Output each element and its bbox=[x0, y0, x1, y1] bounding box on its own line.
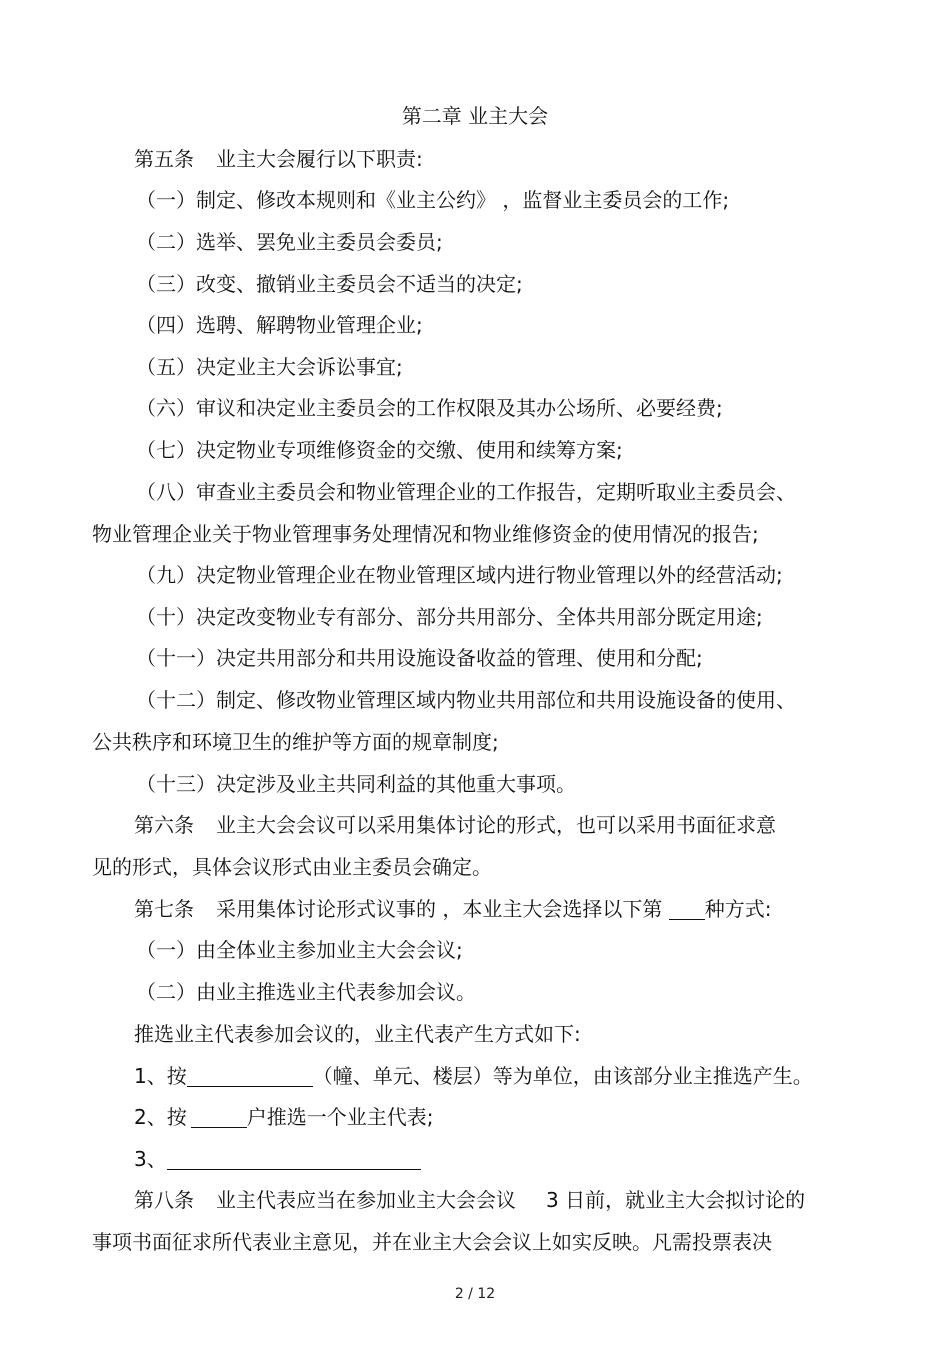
article-8-line-1 bbox=[134, 1188, 805, 1212]
article-text: 业主大会会议可以采用集体讨论的形式，也可以采用书面征求意 bbox=[216, 813, 776, 837]
list-item-continuation: 公共秩序和环境卫生的维护等方面的规章制度; bbox=[92, 730, 499, 754]
list-item: （六）审议和决定业主委员会的工作权限及其办公场所、必要经费; bbox=[136, 396, 723, 420]
article-6-line-2: 见的形式，具体会议形式由业主委员会确定。 bbox=[92, 855, 492, 879]
representative-rule-1 bbox=[134, 1064, 813, 1088]
rule-number: 3、 bbox=[134, 1147, 167, 1171]
list-item: （五）决定业主大会诉讼事宜; bbox=[136, 355, 403, 379]
list-item: （九）决定物业管理企业在物业管理区域内进行物业管理以外的经营活动; bbox=[136, 563, 783, 587]
rule-number: 2、按 bbox=[134, 1105, 187, 1129]
list-item: （四）选聘、解聘物业管理企业; bbox=[136, 313, 423, 337]
fill-in-blank[interactable] bbox=[187, 1066, 313, 1087]
rule-text: （幢、单元、楼层）等为单位，由该部分业主推选产生。 bbox=[312, 1064, 813, 1088]
article-text: 采用集体讨论形式议事的 ，本业主大会选择以下第 bbox=[216, 897, 663, 921]
list-item: （十二）制定、修改物业管理区域内物业共用部位和共用设施设备的使用、 bbox=[136, 688, 796, 712]
representative-intro: 推选业主代表参加会议的，业主代表产生方式如下: bbox=[134, 1022, 581, 1046]
list-item: （十三）决定涉及业主共同利益的其他重大事项。 bbox=[136, 772, 576, 796]
article-label: 第八条 bbox=[134, 1188, 194, 1212]
list-item-continuation: 物业管理企业关于物业管理事务处理情况和物业维修资金的使用情况的报告; bbox=[92, 522, 759, 546]
representative-rule-3 bbox=[134, 1147, 421, 1171]
fill-in-blank[interactable] bbox=[191, 1107, 247, 1128]
list-item: （七）决定物业专项维修资金的交缴、使用和续筹方案; bbox=[136, 438, 623, 462]
article-5-heading bbox=[134, 147, 423, 171]
page-number: 2 / 12 bbox=[454, 1286, 496, 1302]
rule-number: 1、按 bbox=[134, 1064, 187, 1088]
rule-text: 户推选一个业主代表; bbox=[246, 1105, 434, 1129]
list-item: （八）审查业主委员会和物业管理企业的工作报告，定期听取业主委员会、 bbox=[136, 480, 796, 504]
representative-rule-2 bbox=[134, 1105, 433, 1129]
list-item: （十一）决定共用部分和共用设施设备收益的管理、使用和分配; bbox=[136, 646, 703, 670]
article-text: 业主代表应当在参加业主大会会议 bbox=[216, 1188, 516, 1212]
list-item: （二）由业主推选业主代表参加会议。 bbox=[136, 980, 476, 1004]
list-item: （十）决定改变物业专有部分、部分共用部分、全体共用部分既定用途; bbox=[136, 605, 763, 629]
article-6-line-1 bbox=[134, 813, 776, 837]
article-label: 第五条 bbox=[134, 147, 194, 171]
article-label: 第六条 bbox=[134, 813, 194, 837]
article-label: 第七条 bbox=[134, 897, 194, 921]
article-8-line-2: 事项书面征求所代表业主意见，并在业主大会会议上如实反映。凡需投票表决 bbox=[92, 1230, 772, 1254]
article-text: 业主大会履行以下职责: bbox=[216, 147, 423, 171]
article-text: 3 日前，就业主大会拟讨论的 bbox=[546, 1188, 806, 1212]
list-item: （一）由全体业主参加业主大会会议; bbox=[136, 938, 463, 962]
fill-in-blank[interactable] bbox=[669, 899, 705, 920]
fill-in-blank[interactable] bbox=[167, 1149, 421, 1170]
chapter-title: 第二章 业主大会 bbox=[401, 104, 549, 128]
list-item: （一）制定、修改本规则和《业主公约》 ，监督业主委员会的工作; bbox=[136, 188, 730, 212]
article-text: 种方式: bbox=[704, 897, 772, 921]
list-item: （三）改变、撤销业主委员会不适当的决定; bbox=[136, 272, 523, 296]
article-7-heading bbox=[134, 897, 771, 921]
list-item: （二）选举、罢免业主委员会委员; bbox=[136, 230, 443, 254]
